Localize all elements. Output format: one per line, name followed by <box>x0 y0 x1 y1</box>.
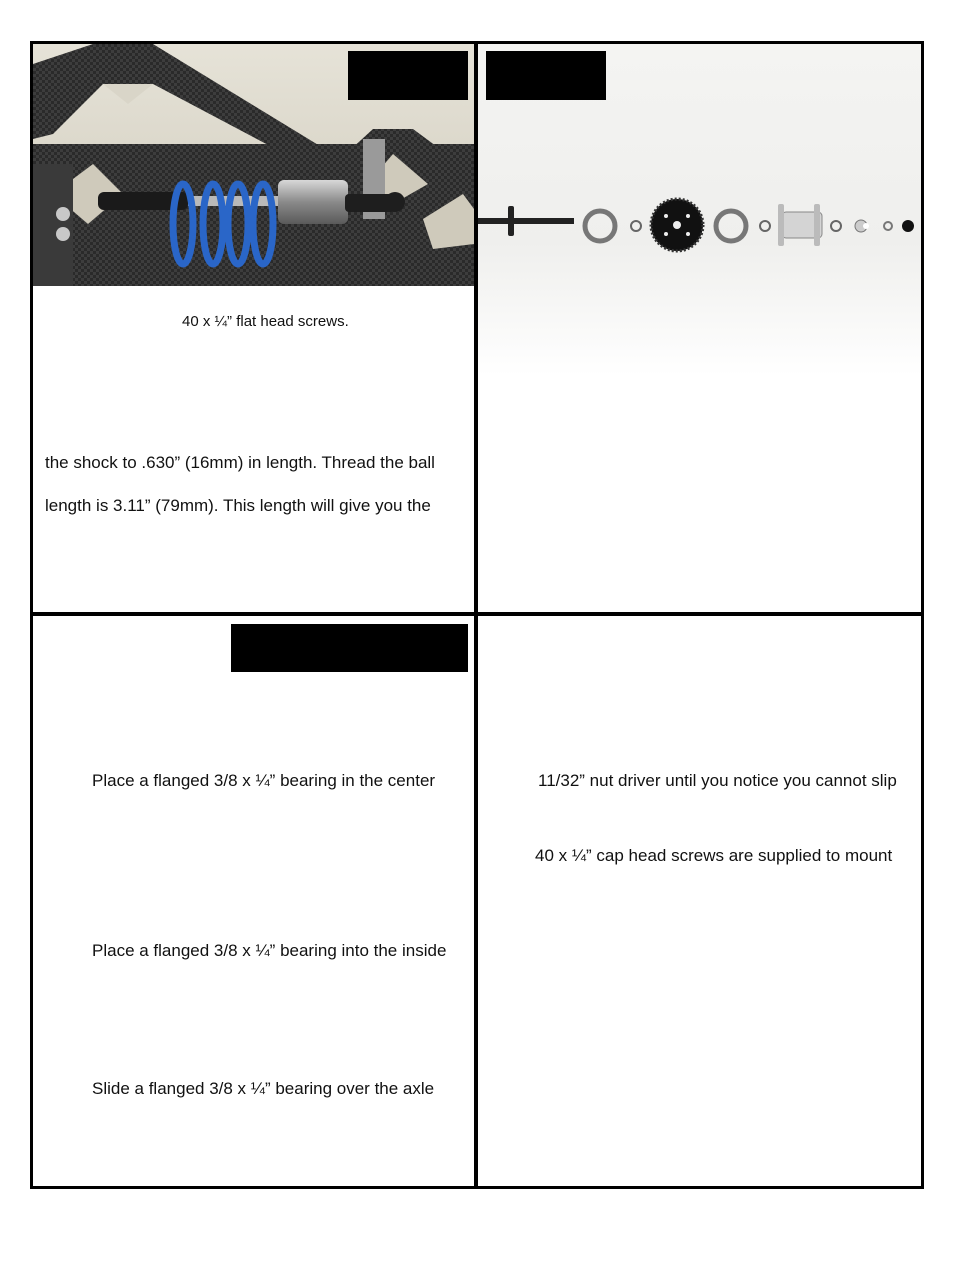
screws-caption: 40 x ¼” flat head screws. <box>182 313 349 330</box>
shock-instruction-line-1: the shock to .630” (16mm) in length. Thread the ball <box>45 453 435 472</box>
cap-head-screws-instruction: 40 x ¼” cap head screws are supplied to mount <box>535 846 893 865</box>
nut-driver-instruction: 11/32” nut driver until you notice you cannot slip <box>538 771 897 790</box>
shock-instruction-line-2: length is 3.11” (79mm). This length will give you the <box>45 496 431 515</box>
bearing-step-3: Slide a flanged 3/8 x ¼” bearing over the axle <box>92 1079 435 1098</box>
bearing-step-2: Place a flanged 3/8 x ¼” bearing into the inside <box>92 941 447 960</box>
section-label-box <box>231 624 468 672</box>
horizontal-divider <box>30 612 924 616</box>
step-label-box <box>348 51 468 100</box>
bearing-step-1: Place a flanged 3/8 x ¼” bearing in the center <box>92 771 436 790</box>
step-label-box <box>486 51 606 100</box>
